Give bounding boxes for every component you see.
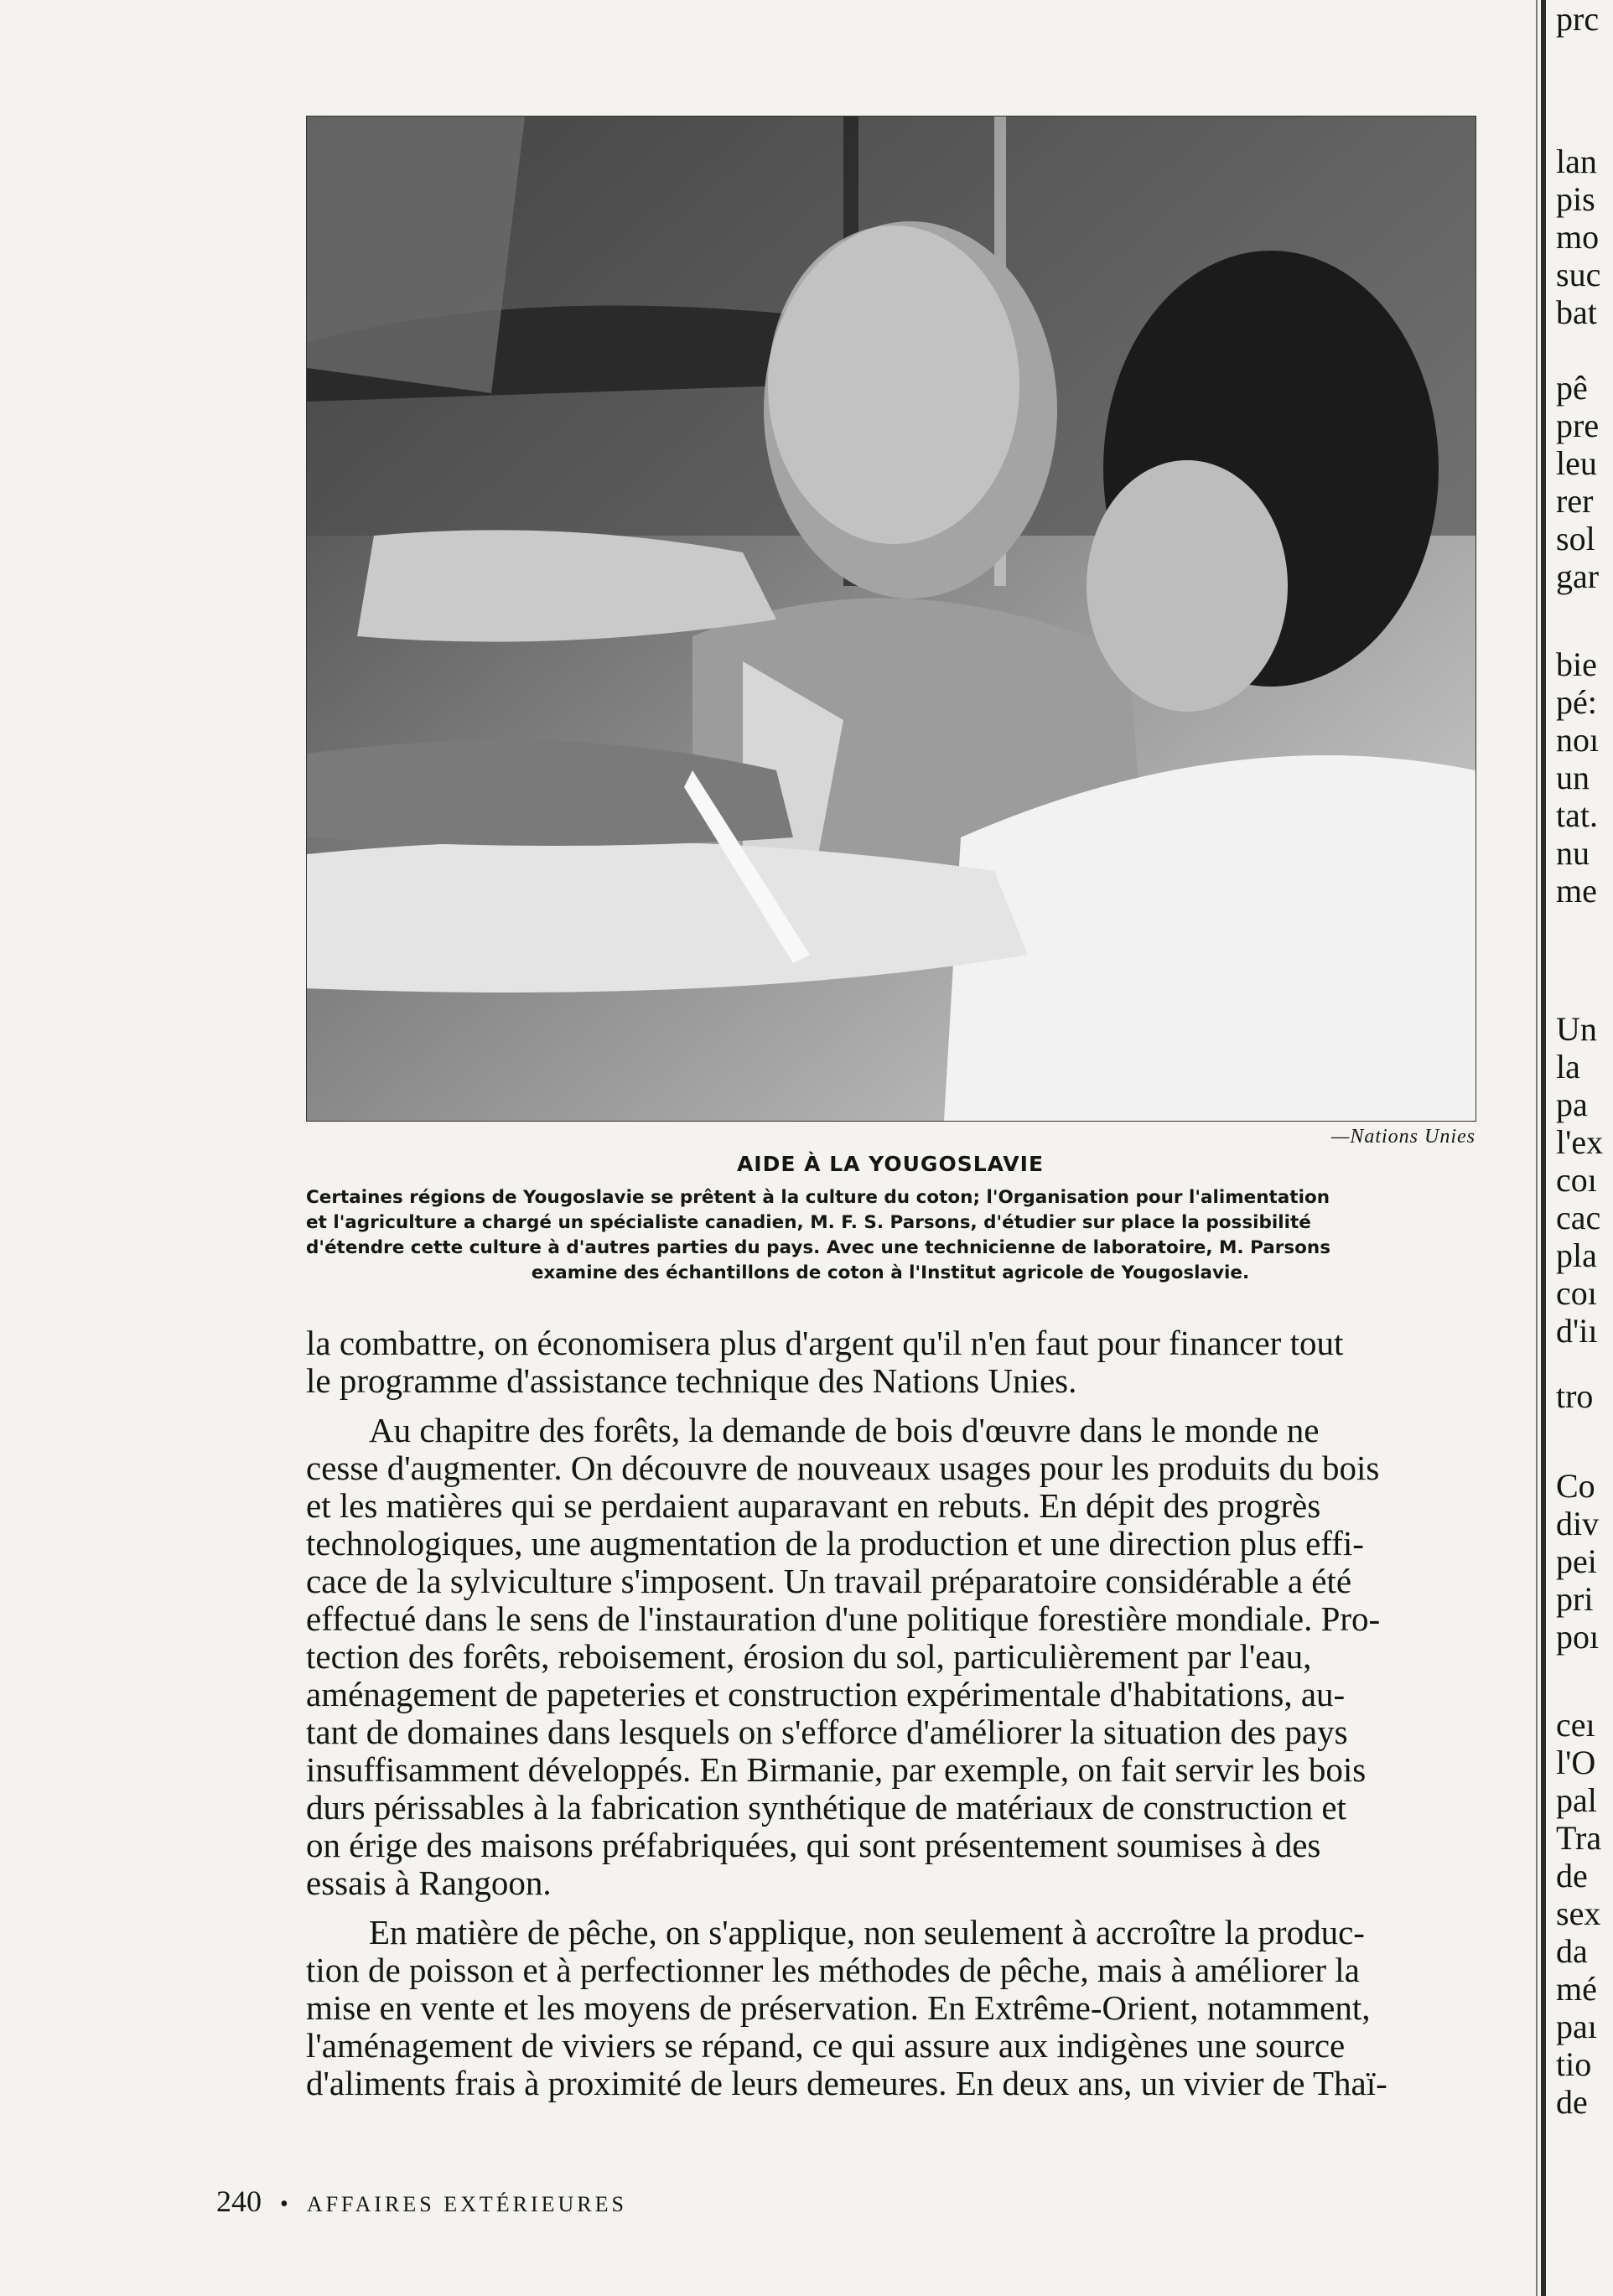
text-line: durs périssables à la fabrication synthétique de matériaux de construction et — [306, 1788, 1346, 1827]
photo-illustration — [307, 117, 1476, 1121]
fragment-text: paı — [1556, 2008, 1597, 2045]
fragment-text: prc — [1556, 0, 1600, 38]
fragment-text: mé — [1556, 1970, 1597, 2008]
fragment-text: la — [1556, 1048, 1580, 1086]
journal-title: AFFAIRES EXTÉRIEURES — [306, 2192, 627, 2216]
page-gutter-shadow — [1536, 0, 1538, 2296]
text-line: cesse d'augmenter. On découvre de nouveaux usages pour les produits du bois — [306, 1449, 1380, 1487]
text-line: technologiques, une augmentation de la production et une direction plus effi- — [306, 1524, 1364, 1563]
fragment-text: sex — [1556, 1894, 1601, 1932]
fragment-text: pé: — [1556, 683, 1597, 721]
text-line: tection des forêts, reboisement, érosion du sol, particulièrement par l'eau, — [306, 1637, 1312, 1676]
text-line: d'aliments frais à proximité de leurs demeures. En deux ans, un vivier de Thaï- — [306, 2064, 1387, 2102]
text-line: tant de domaines dans lesquels on s'efforce d'améliorer la situation des pays — [306, 1713, 1348, 1751]
fragment-text: un — [1556, 759, 1590, 796]
fragment-text: bat — [1556, 293, 1597, 331]
paragraph-2 — [306, 1412, 1475, 1902]
fragment-text: pal — [1556, 1781, 1597, 1819]
fragment-text: me — [1556, 872, 1597, 910]
text-line: effectué dans le sens de l'instauration d'une politique forestière mondiale. Pro- — [306, 1599, 1381, 1638]
text-line: mise en vente et les moyens de préservation. En Extrême-Orient, notamment, — [306, 1988, 1371, 2027]
fragment-text: l'ex — [1556, 1123, 1604, 1161]
fragment-text: rer — [1556, 482, 1594, 520]
fragment-text: mo — [1556, 218, 1600, 256]
fragment-text: pla — [1556, 1236, 1597, 1274]
text-line: l'aménagement de viviers se répand, ce qui assure aux indigènes une source — [306, 2026, 1346, 2065]
text-line: cace de la sylviculture s'imposent. Un travail préparatoire considérable a été — [306, 1562, 1352, 1600]
fragment-text: coı — [1556, 1161, 1597, 1199]
fragment-text: sol — [1556, 520, 1595, 557]
fragment-text: tat. — [1556, 796, 1598, 834]
fragment-text: pis — [1556, 180, 1595, 218]
fragment-text: poı — [1556, 1618, 1600, 1656]
text-line: Au chapitre des forêts, la demande de bois d'œuvre dans le monde ne — [369, 1411, 1320, 1449]
page-footer — [216, 2184, 627, 2219]
fragment-text: pri — [1556, 1580, 1594, 1618]
fragment-text: da — [1556, 1932, 1588, 1970]
fragment-text: cac — [1556, 1199, 1601, 1236]
page-number: 240 — [216, 2185, 262, 2218]
fragment-text: suc — [1556, 256, 1601, 293]
fragment-text: d'iı — [1556, 1312, 1598, 1350]
fragment-text: bie — [1556, 645, 1597, 683]
fragment-text: lan — [1556, 143, 1597, 180]
text-line: tion de poisson et à perfectionner les méthodes de pêche, mais à améliorer la — [306, 1951, 1360, 1989]
text-line: la combattre, on économisera plus d'argent qu'il n'en faut pour financer tout — [306, 1324, 1344, 1362]
fragment-text: pa — [1556, 1086, 1588, 1123]
fragment-text: pê — [1556, 369, 1588, 407]
fragment-text: nu — [1556, 834, 1590, 872]
fragment-text: l'O — [1556, 1744, 1596, 1781]
caption-text — [306, 1185, 1475, 1286]
text-line: aménagement de papeteries et construction expérimentale d'habitations, au- — [306, 1675, 1346, 1713]
photo-credit: —Nations Unies — [1330, 1126, 1476, 1148]
fragment-text: tio — [1556, 2045, 1592, 2083]
caption-line: d'étendre cette culture à d'autres parties du pays. Avec une technicienne de laboratoire, M. Parsons — [306, 1237, 1331, 1258]
fragment-text: coı — [1556, 1274, 1597, 1312]
fragment-text: tro — [1556, 1377, 1594, 1415]
body-text — [306, 1324, 1475, 2102]
fragment-text: ceı — [1556, 1706, 1595, 1744]
fragment-text: leu — [1556, 444, 1597, 482]
text-line: et les matières qui se perdaient auparavant en rebuts. En dépit des progrès — [306, 1486, 1321, 1525]
text-line: on érige des maisons préfabriquées, qui sont présentement soumises à des — [306, 1826, 1321, 1864]
fragment-text: gar — [1556, 557, 1600, 595]
fragment-text: de — [1556, 2083, 1588, 2121]
footer-separator: • — [280, 2191, 288, 2217]
fragment-text: Tra — [1556, 1819, 1602, 1857]
caption-line: examine des échantillons de coton à l'Institut agricole de Yougoslavie. — [531, 1262, 1250, 1283]
text-line: insuffisamment développés. En Birmanie, par exemple, on fait servir les bois — [306, 1750, 1367, 1789]
fragment-text: de — [1556, 1857, 1588, 1894]
adjacent-page-column — [1549, 0, 1613, 2296]
paragraph-3 — [306, 1914, 1475, 2102]
caption-line: Certaines régions de Yougoslavie se prêtent à la culture du coton; l'Organisation pour l'alimentation — [306, 1187, 1330, 1208]
fragment-text: div — [1556, 1505, 1600, 1542]
fragment-text: pre — [1556, 407, 1600, 444]
caption-line: et l'agriculture a chargé un spécialiste canadien, M. F. S. Parsons, d'étudier sur place la possibilité — [306, 1212, 1311, 1233]
photograph — [306, 116, 1476, 1122]
text-line: En matière de pêche, on s'applique, non seulement à accroître la produc- — [369, 1913, 1365, 1951]
text-line: le programme d'assistance technique des Nations Unies. — [306, 1361, 1077, 1400]
caption-title: AIDE À LA YOUGOSLAVIE — [736, 1152, 1045, 1176]
fragment-text: Co — [1556, 1467, 1595, 1505]
paragraph-1 — [306, 1324, 1475, 1400]
text-line: essais à Rangoon. — [306, 1863, 552, 1902]
fragment-text: Un — [1556, 1010, 1597, 1048]
fragment-text: noı — [1556, 721, 1600, 759]
fragment-text: pei — [1556, 1542, 1597, 1580]
page-edge — [1541, 0, 1546, 2296]
